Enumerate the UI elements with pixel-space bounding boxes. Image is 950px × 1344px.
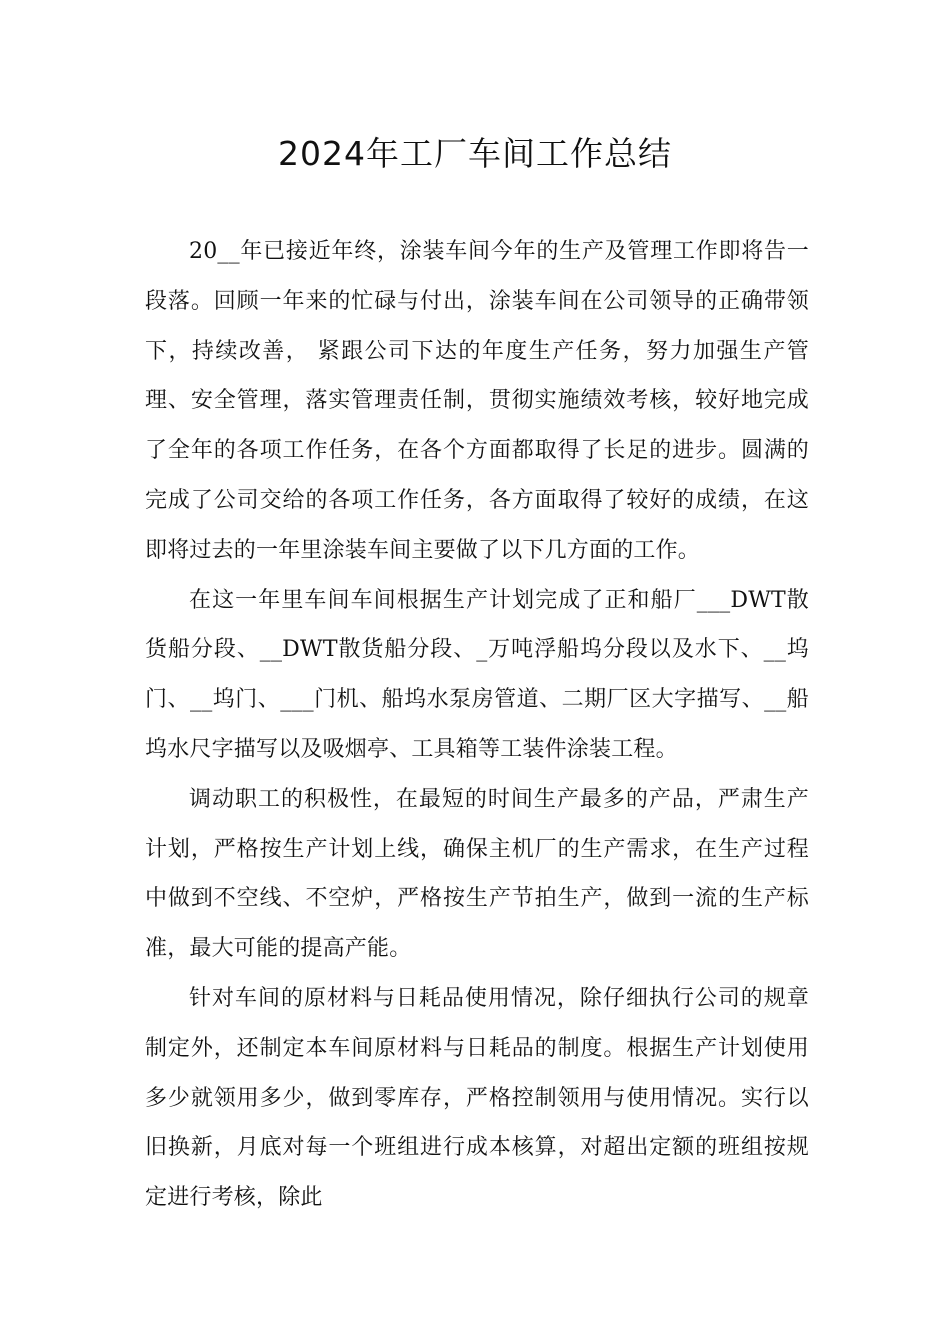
- paragraph-1: 20__年已接近年终，涂装车间今年的生产及管理工作即将告一段落。回顾一年来的忙碌与付出，涂装车间在公司领导的正确带领下，持续改善， 紧跟公司下达的年度生产任务，努力加强生产管理、安全管理，落实管理责任制，贯彻实施绩效考核，较好地完成了全年的各项工作任务，在各个方面都取得了长足的进步。圆满的完成了公司交给的各项工作任务，各方面取得了较好的成绩，在这即将过去的一年里涂装车间主要做了以下几方面的工作。: [145, 239, 809, 563]
- document-body: [145, 227, 809, 1223]
- document-title: 2024年工厂车间工作总结: [278, 134, 672, 173]
- paragraph-4: 针对车间的原材料与日耗品使用情况，除仔细执行公司的规章制定外，还制定本车间原材料与日耗品的制度。根据生产计划使用多少就领用多少，做到零库存，严格控制领用与使用情况。实行以旧换新，月底对每一个班组进行成本核算，对超出定额的班组按规定进行考核，除此: [145, 985, 809, 1211]
- paragraph-2: 在这一年里车间车间根据生产计划完成了正和船厂___DWT散货船分段、__DWT散货船分段、_万吨浮船坞分段以及水下、__坞门、__坞门、___门机、船坞水泵房管道、二期厂区大字描写、__船坞水尺字描写以及吸烟亭、工具箱等工装件涂装工程。: [145, 587, 809, 762]
- paragraph-3: 调动职工的积极性，在最短的时间生产最多的产品，严肃生产计划，严格按生产计划上线，确保主机厂的生产需求，在生产过程中做到不空线、不空炉，严格按生产节拍生产，做到一流的生产标准，最大可能的提高产能。: [145, 786, 809, 962]
